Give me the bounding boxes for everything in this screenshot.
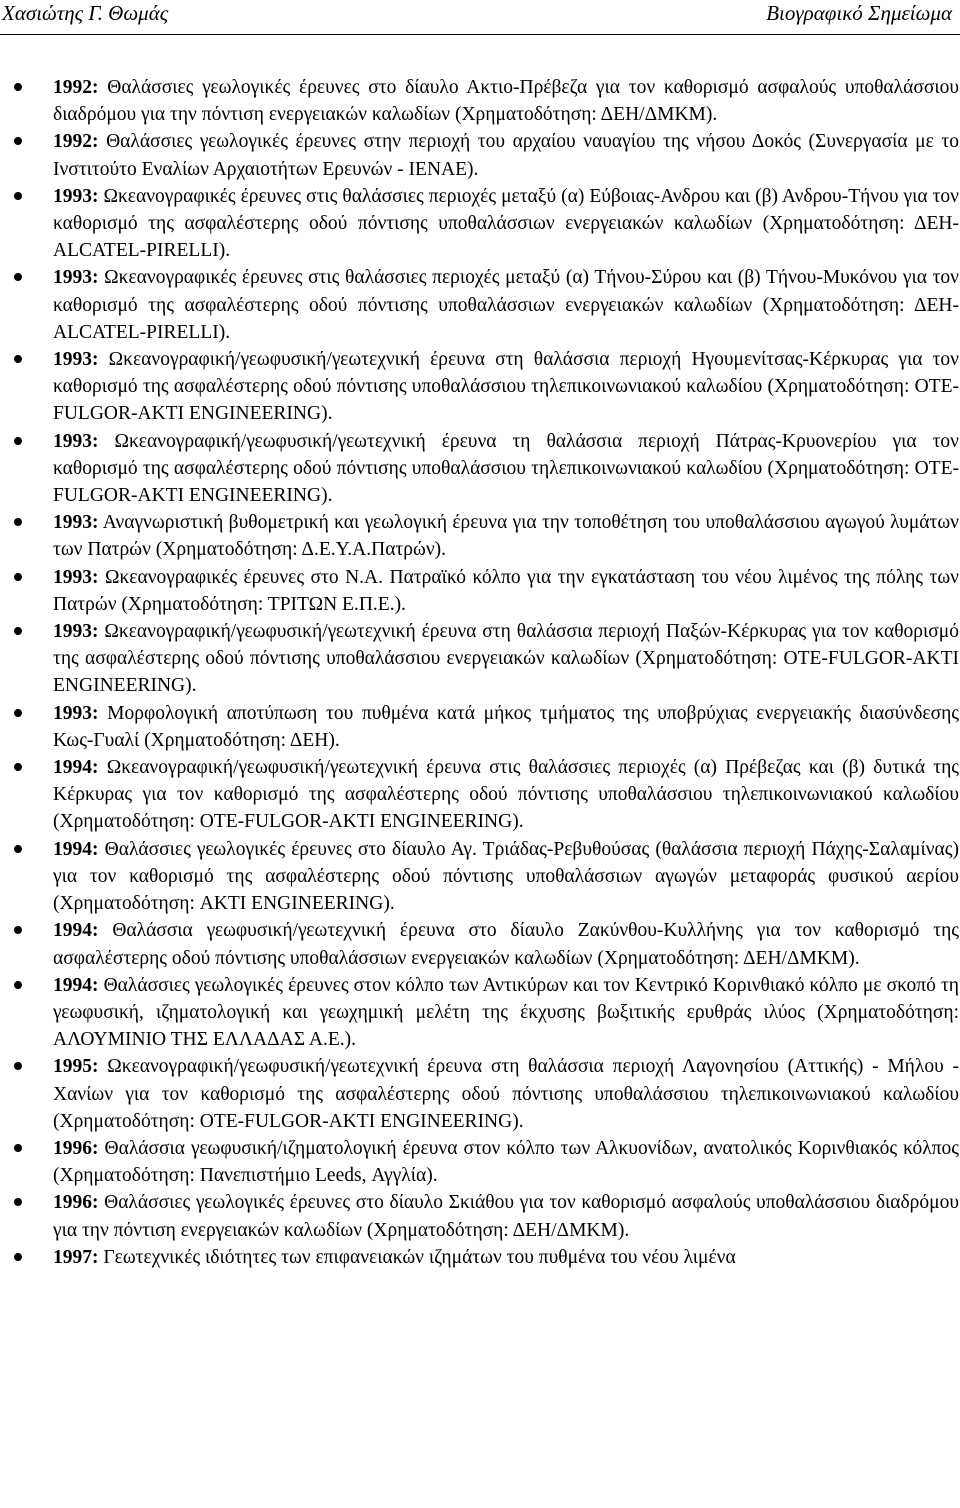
list-item [53,509,959,563]
entry-text: Ωκεανογραφική/γεωφυσική/γεωτεχνική έρευνα στη θαλάσσια περιοχή Ηγουμενίτσας-Κέρκυρας για τον καθορισμό της ασφαλέστερης οδού πόντισης υποθαλάσσιου τηλεπικοινωνιακού καλωδίου (Χρηματοδότηση: ΟΤΕ-FULGOR-AKTI ENGINEERING). [53,349,959,425]
bullet-icon [14,137,22,145]
bullet-icon [14,1253,22,1261]
entry-text: Ωκεανογραφική/γεωφυσική/γεωτεχνική έρευνα στη θαλάσσια περιοχή Λαγονησίου (Αττικής) - Μήλου - Χανίων για τον καθορισμό της ασφαλέστερης οδού πόντισης υποθαλάσσιου τηλεπικοινωνιακού καλωδίου (Χρηματοδότηση: ΟΤΕ-FULGOR-AKTI ENGINEERING). [53,1056,959,1132]
entry-text: Θαλάσσιες γεωλογικές έρευνες στο δίαυλο Αγ. Τριάδας-Ρεβυθούσας (θαλάσσια περιοχή Πάχης-Σαλαμίνας) για τον καθορισμό της ασφαλέστερης οδού πόντισης υποθαλάσσιων αγωγών μεταφοράς φυσικού αερίου (Χρηματοδότηση: AKTI ENGINEERING). [53,838,959,915]
entry-text: Θαλάσσιες γεωλογικές έρευνες στην περιοχή του αρχαίου ναυαγίου της νήσου Δοκός (Συνεργασία με το Ινστιτούτο Εναλίων Αρχαιοτήτων Ερευνών - ΙΕΝΑΕ). [53,131,959,180]
entry-year: 1993: [53,349,99,371]
list-item [53,346,959,428]
list-item [53,264,959,346]
bullet-icon [14,1144,22,1152]
entry-year: 1993: [53,512,99,534]
list-item [53,917,959,971]
entry-year: 1997: [53,1246,99,1268]
list-item [53,836,959,918]
bullet-icon [14,926,22,934]
entry-text: Ωκεανογραφικές έρευνες στο Ν.Α. Πατραϊκό κόλπο για την εγκατάσταση του νέου λιμένος της πόλης των Πατρών (Χρηματοδότηση: ΤΡΙΤΩΝ Ε.Π.Ε.). [53,566,959,615]
bullet-icon [14,83,22,91]
bullet-icon [14,518,22,526]
entry-year: 1993: [53,621,99,643]
entry-text: Θαλάσσια γεωφυσική/ιζηματολογική έρευνα στον κόλπο των Αλκυονίδων, ανατολικός Κορινθιακός κόλπος (Χρηματοδότηση: Πανεπιστήμιο Leeds, Αγγλία). [53,1137,959,1187]
entry-year: 1992: [53,77,99,98]
bullet-icon [14,1062,22,1070]
list-item [53,183,959,265]
bullet-icon [14,845,22,853]
entry-year: 1993: [53,430,99,452]
list-item [53,618,959,700]
entry-text: Θαλάσσιες γεωλογικές έρευνες στον κόλπο των Αντικύρων και τον Κεντρικό Κορινθιακό κόλπο με σκοπό τη γεωφυσική, ιζηματολογική και γεωχημική μελέτη της έκχυσης βωξιτικής ερυθράς ιλύος (Χρηματοδότηση: ΑΛΟΥΜΙΝΙΟ ΤΗΣ ΕΛΛΑΔΑΣ Α.Ε.). [53,974,959,1051]
author-name: Χασιώτης Γ. Θωμάς [2,1,169,25]
list-item [53,754,959,836]
list-item [53,74,959,128]
list-item [53,1053,959,1135]
entry-year: 1994: [53,838,99,860]
list-item [53,700,959,754]
entry-year: 1996: [53,1137,99,1159]
entry-text: Θαλάσσιες γεωλογικές έρευνες στο δίαυλο Σκιάθου για τον καθορισμό ασφαλούς υποθαλάσσιου διαδρόμου για την πόντιση ενεργειακών καλωδίων (Χρηματοδότηση: ΔΕΗ/ΔΜΚΜ). [53,1192,959,1241]
entry-text: Ωκεανογραφικές έρευνες στις θαλάσσιες περιοχές μεταξύ (α) Εύβοιας-Ανδρου και (β) Ανδρου-Τήνου για τον καθορισμό της ασφαλέστερης οδού πόντισης υποθαλάσσιων ενεργειακών καλωδίων (Χρηματοδότηση: ΔΕΗ-ALCATEL-PIRELLI). [53,185,959,262]
list-item [53,1135,959,1189]
entry-text: Ωκεανογραφικές έρευνες στις θαλάσσιες περιοχές μεταξύ (α) Τήνου-Σύρου και (β) Τήνου-Μυκόνου για τον καθορισμό της ασφαλέστερης οδού πόντισης υποθαλάσσιων ενεργειακών καλωδίων (Χρηματοδότηση: ΔΕΗ-ALCATEL-PIRELLI). [53,267,959,343]
list-item [53,128,959,182]
entry-text: Ωκεανογραφική/γεωφυσική/γεωτεχνική έρευνα στη θαλάσσια περιοχή Παξών-Κέρκυρας για τον καθορισμό της ασφαλέστερης οδού πόντισης υποθαλάσσιου ενεργειακών καλωδίων (Χρηματοδότηση: ΟΤΕ-FULGOR-AKTI ENGINEERING). [53,621,959,697]
bullet-icon [14,192,22,200]
entry-text: Θαλάσσιες γεωλογικές έρευνες στο δίαυλο Ακτιο-Πρέβεζα για τον καθορισμό ασφαλούς υποθαλάσσιου διαδρόμου για την πόντιση ενεργειακών καλωδίων (Χρηματοδότηση: ΔΕΗ/ΔΜΚΜ). [53,77,959,126]
entry-year: 1994: [53,920,99,942]
entry-year: 1994: [53,974,99,996]
list-item [53,972,959,1054]
entry-text: Αναγνωριστική βυθομετρική και γεωλογική έρευνα για την τοποθέτηση του υποθαλάσσιου αγωγού λυμάτων των Πατρών (Χρηματοδότηση: Δ.Ε.Υ.Α.Πατρών). [53,512,959,561]
bullet-icon [14,437,22,445]
bullet-icon [14,573,22,581]
bullet-icon [14,627,22,635]
entry-text: Ωκεανογραφική/γεωφυσική/γεωτεχνική έρευνα τη θαλάσσια περιοχή Πάτρας-Κρυονερίου για τον καθορισμό της ασφαλέστερης οδού πόντισης υποθαλάσσιου τηλεπικοινωνιακού καλωδίου (Χρηματοδότηση: ΟΤΕ-FULGOR-AKTI ENGINEERING). [53,430,959,507]
list-item [53,1189,959,1243]
list-item [53,564,959,618]
bullet-icon [14,763,22,771]
entry-year: 1994: [53,757,99,779]
entry-text: Γεωτεχνικές ιδιότητες των επιφανειακών ιζημάτων του πυθμένα του νέου λιμένα [98,1246,736,1268]
entry-year: 1993: [53,702,99,724]
list-item [53,428,959,510]
research-projects-list [53,74,959,1271]
bullet-icon [14,355,22,363]
bullet-icon [14,1198,22,1206]
entry-year: 1992: [53,131,99,153]
bullet-icon [14,981,22,989]
entry-year: 1993: [53,185,99,207]
bullet-icon [14,709,22,717]
entry-year: 1993: [53,566,99,588]
entry-text: Μορφολογική αποτύπωση του πυθμένα κατά μήκος τμήματος της υποβρύχιας ενεργειακής διασύνδεσης Κως-Γυαλί (Χρηματοδότηση: ΔΕΗ). [53,702,959,751]
list-item [53,1244,959,1271]
entry-text: Ωκεανογραφική/γεωφυσική/γεωτεχνική έρευνα στις θαλάσσιες περιοχές (α) Πρέβεζας και (β) δυτικά της Κέρκυρας για τον καθορισμό της ασφαλέστερης οδού πόντισης υποθαλάσσιου τηλεπικοινωνιακού καλωδίου (Χρηματοδότηση: ΟΤΕ-FULGOR-AKTI ENGINEERING). [53,757,959,833]
page-header [0,0,960,35]
entry-year: 1993: [53,267,99,289]
bullet-icon [14,273,22,281]
entry-year: 1995: [53,1056,99,1078]
entry-text: Θαλάσσια γεωφυσική/γεωτεχνική έρευνα στο δίαυλο Ζακύνθου-Κυλλήνης για τον καθορισμό της ασφαλέστερης οδού πόντισης υποθαλάσσιων ενεργειακών καλωδίων (Χρηματοδότηση: ΔΕΗ/ΔΜΚΜ). [53,920,959,969]
document-title: Βιογραφικό Σημείωμα [766,1,952,25]
entry-year: 1996: [53,1192,99,1214]
